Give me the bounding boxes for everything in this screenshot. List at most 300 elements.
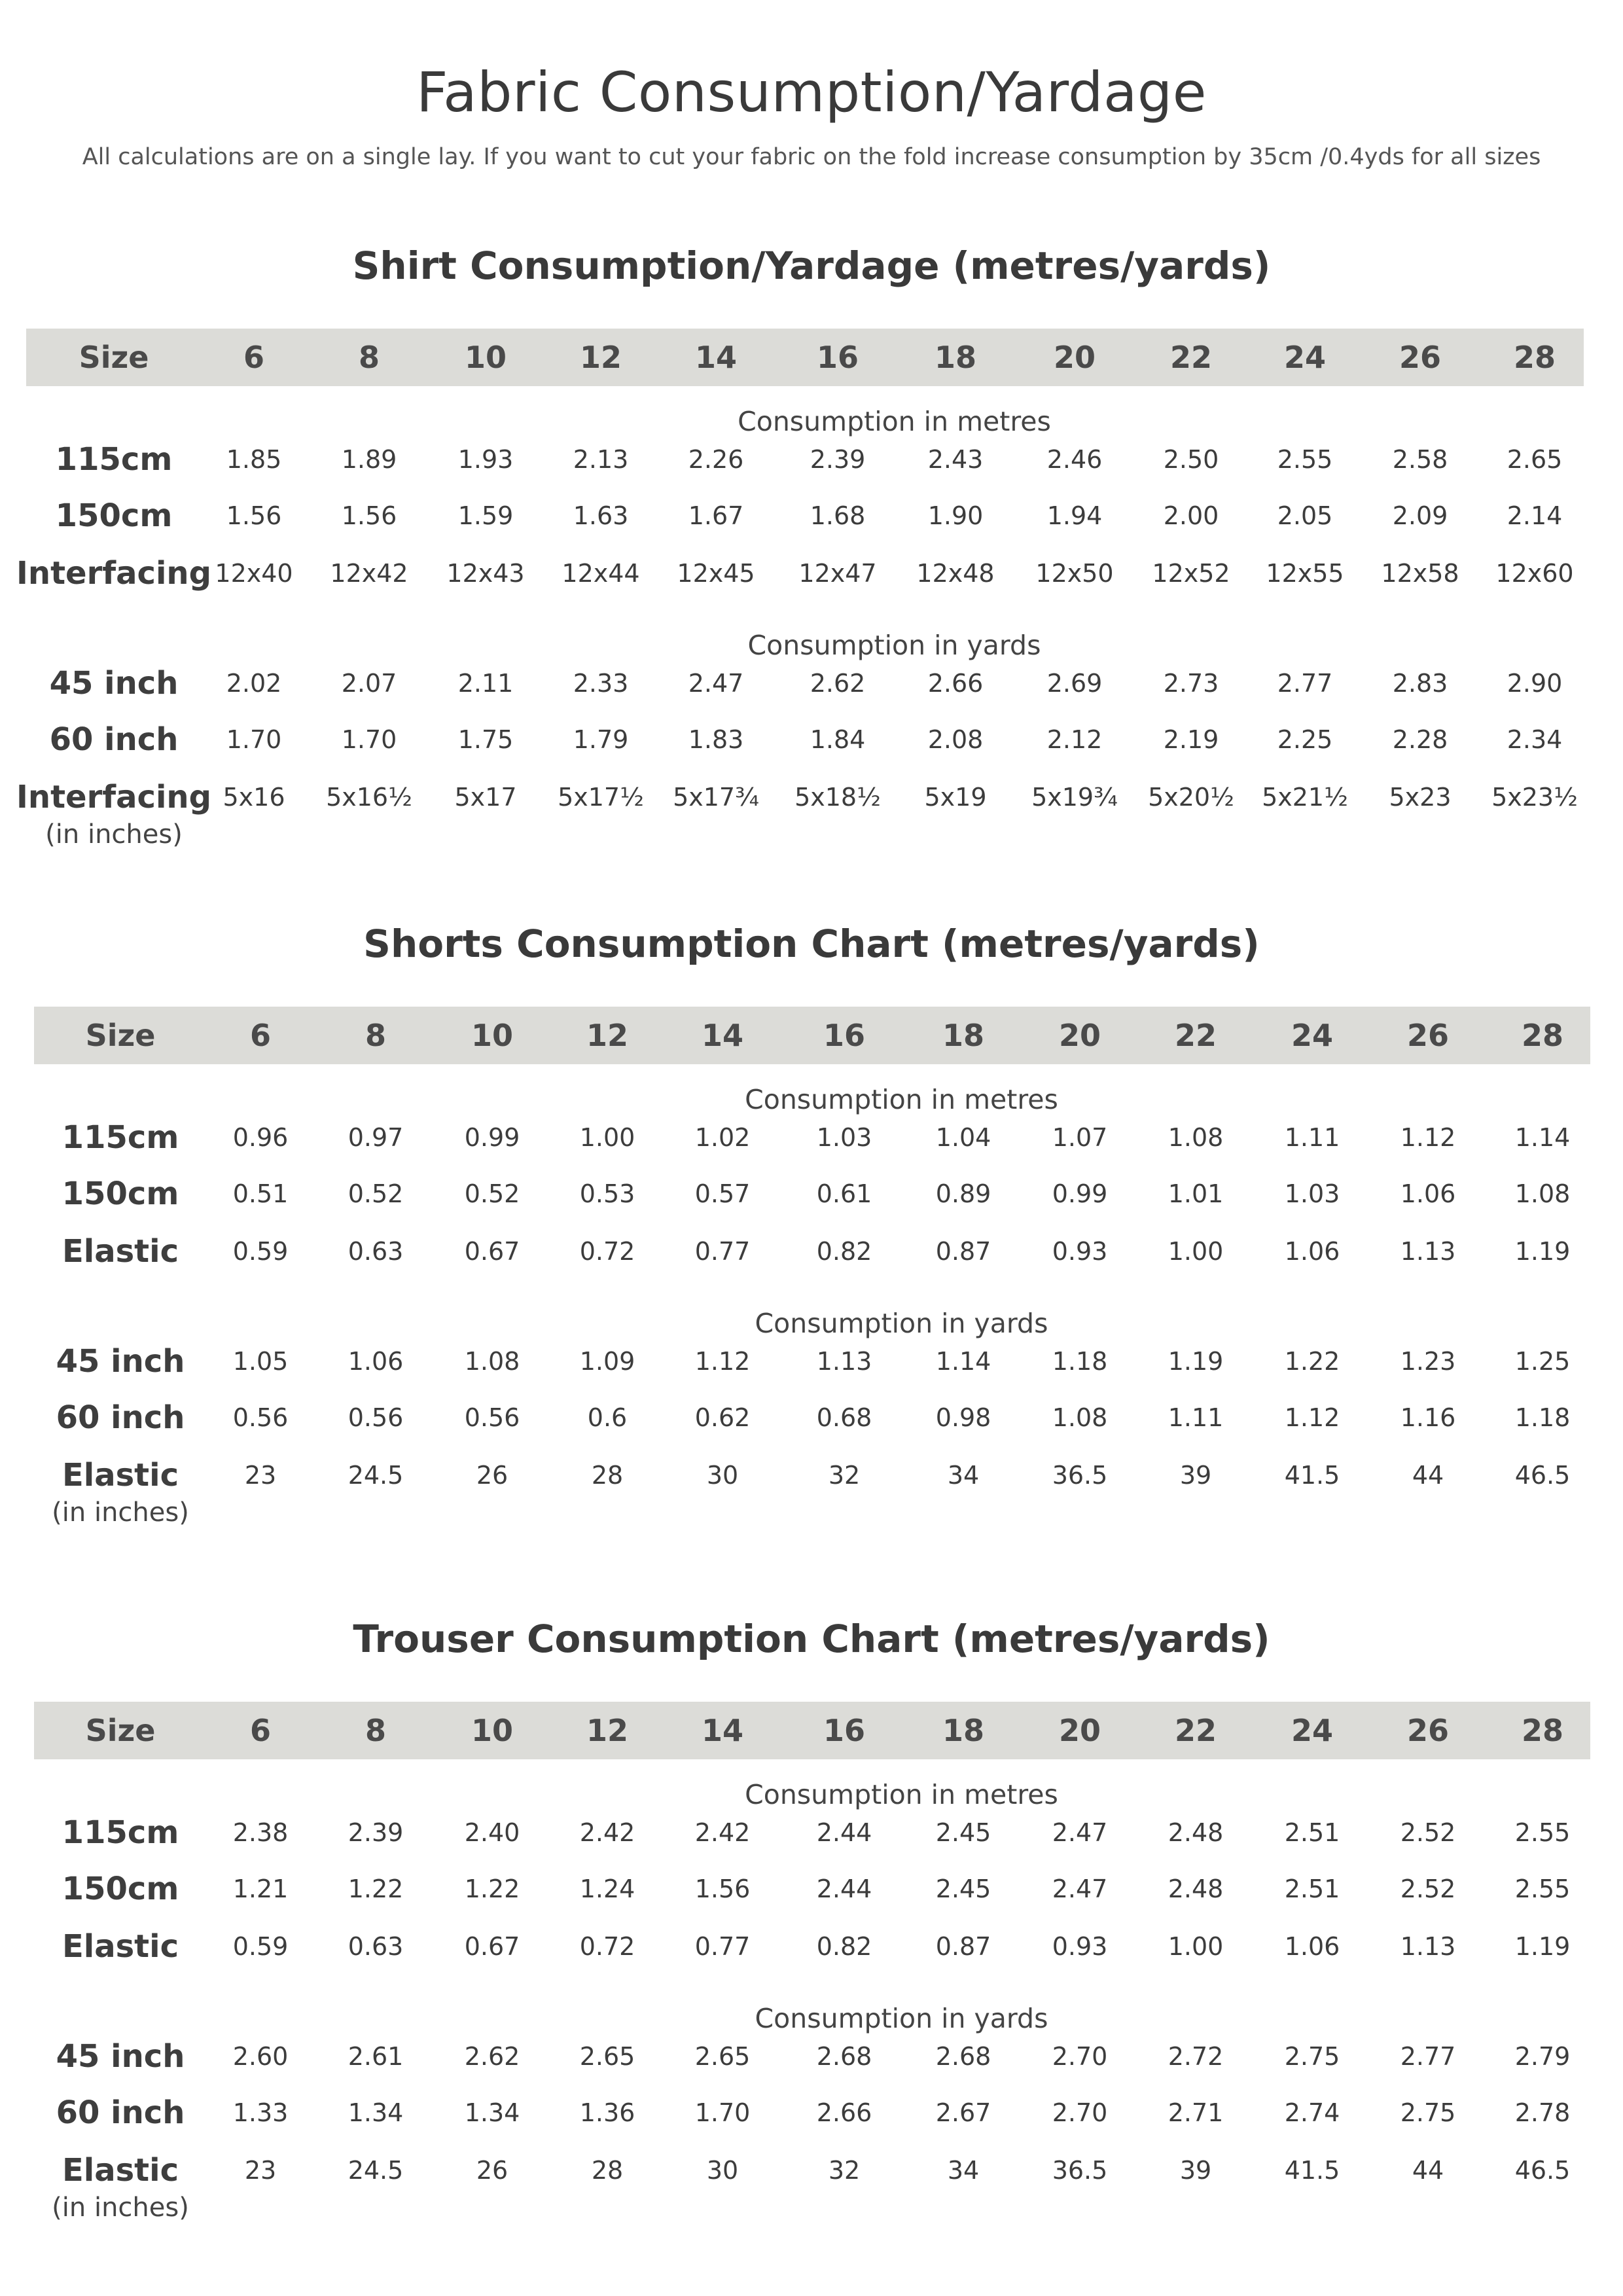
size-header-cell: 24 — [1291, 1018, 1334, 1053]
metres-heading: Consumption in metres — [738, 406, 1051, 437]
table-cell: 2.60 — [232, 2042, 289, 2071]
table-cell: 5x23½ — [1491, 783, 1578, 812]
table-cell: 2.67 — [935, 2098, 991, 2127]
table-cell: 2.43 — [927, 445, 984, 474]
table-cell: 2.55 — [1514, 1874, 1571, 1903]
table-cell: 2.52 — [1400, 1874, 1456, 1903]
table-cell: 1.56 — [226, 501, 282, 530]
section-title-rest: Consumption Chart (metres/yards) — [513, 1617, 1270, 1661]
row-label: 60 inch — [49, 721, 179, 758]
table-cell: 2.34 — [1507, 725, 1563, 754]
section-title-rest: Consumption/Yardage (metres/yards) — [456, 243, 1271, 288]
table-cell: 2.45 — [935, 1818, 991, 1847]
table-cell: 2.77 — [1277, 669, 1333, 698]
size-header-label: Size — [85, 1713, 156, 1748]
table-cell: 5x19¾ — [1031, 783, 1118, 812]
table-cell: 34 — [947, 1461, 980, 1490]
size-header-cell: 6 — [249, 1018, 272, 1053]
table-cell: 34 — [947, 2156, 980, 2185]
table-cell: 1.04 — [935, 1123, 991, 1152]
table-cell: 0.56 — [348, 1403, 404, 1432]
size-header-cell: 18 — [934, 340, 977, 375]
table-cell: 2.61 — [348, 2042, 404, 2071]
table-cell: 2.46 — [1046, 445, 1103, 474]
row-label: 45 inch — [56, 1343, 185, 1380]
table-cell: 1.21 — [232, 1874, 289, 1903]
size-header-cell: 10 — [471, 1018, 514, 1053]
table-cell: 2.39 — [810, 445, 866, 474]
size-header-cell: 28 — [1513, 340, 1556, 375]
table-cell: 5x16 — [223, 783, 285, 812]
table-row — [0, 1119, 1623, 1158]
table-cell: 32 — [828, 1461, 861, 1490]
table-cell: 2.70 — [1052, 2098, 1108, 2127]
table-cell: 2.83 — [1392, 669, 1448, 698]
size-header-cell: 16 — [823, 1018, 866, 1053]
size-header-cell: 20 — [1058, 1018, 1101, 1053]
table-row — [0, 779, 1623, 818]
table-cell: 2.42 — [694, 1818, 751, 1847]
row-label: 115cm — [55, 441, 173, 478]
table-cell: 0.59 — [232, 1237, 289, 1266]
table-cell: 2.65 — [579, 2042, 635, 2071]
table-cell: 1.00 — [579, 1123, 635, 1152]
row-label: 60 inch — [56, 2094, 185, 2131]
section-title-rest: Consumption Chart (metres/yards) — [503, 922, 1260, 966]
table-cell: 0.82 — [816, 1932, 872, 1961]
table-cell: 23 — [244, 1461, 277, 1490]
table-cell: 0.97 — [348, 1123, 404, 1152]
table-cell: 5x21½ — [1262, 783, 1348, 812]
table-cell: 2.75 — [1284, 2042, 1340, 2071]
size-header-cell: 12 — [586, 1713, 629, 1748]
table-cell: 1.08 — [464, 1347, 520, 1376]
table-cell: 0.51 — [232, 1179, 289, 1208]
table-cell: 0.77 — [694, 1932, 751, 1961]
size-header-cell: 10 — [464, 340, 507, 375]
table-cell: 2.47 — [1052, 1874, 1108, 1903]
size-header-cell: 22 — [1174, 1018, 1217, 1053]
table-cell: 2.55 — [1277, 445, 1333, 474]
size-header-row — [26, 329, 1584, 386]
table-cell: 39 — [1179, 2156, 1212, 2185]
row-label: 150cm — [62, 1871, 179, 1907]
table-cell: 2.45 — [935, 1874, 991, 1903]
size-header-label: Size — [79, 340, 149, 375]
table-cell: 2.28 — [1392, 725, 1448, 754]
table-row — [0, 2038, 1623, 2077]
table-cell: 2.02 — [226, 669, 282, 698]
table-cell: 1.85 — [226, 445, 282, 474]
table-cell: 2.75 — [1400, 2098, 1456, 2127]
table-cell: 1.06 — [1284, 1237, 1340, 1266]
size-header-cell: 26 — [1406, 1018, 1450, 1053]
table-cell: 1.08 — [1052, 1403, 1108, 1432]
table-cell: 2.69 — [1046, 669, 1103, 698]
size-header-cell: 24 — [1283, 340, 1327, 375]
table-cell: 2.55 — [1514, 1818, 1571, 1847]
table-cell: 1.93 — [457, 445, 514, 474]
page-subtitle: All calculations are on a single lay. If you want to cut your fabric on the fold increase consumption by 35cm /0.4yds for all sizes — [82, 144, 1541, 170]
table-cell: 2.33 — [573, 669, 629, 698]
table-row — [0, 441, 1623, 480]
size-header-cell: 24 — [1291, 1713, 1334, 1748]
table-cell: 5x17½ — [558, 783, 644, 812]
table-cell: 1.11 — [1284, 1123, 1340, 1152]
table-cell: 0.89 — [935, 1179, 991, 1208]
table-cell: 30 — [706, 1461, 739, 1490]
table-row — [0, 721, 1623, 761]
table-cell: 2.00 — [1163, 501, 1219, 530]
size-header-cell: 14 — [694, 340, 738, 375]
table-cell: 2.65 — [694, 2042, 751, 2071]
table-section — [0, 922, 1623, 1576]
size-header-cell: 10 — [471, 1713, 514, 1748]
table-cell: 0.77 — [694, 1237, 751, 1266]
table-cell: 12x50 — [1035, 559, 1114, 588]
table-cell: 2.78 — [1514, 2098, 1571, 2127]
table-row — [0, 1457, 1623, 1496]
table-cell: 2.40 — [464, 1818, 520, 1847]
row-label: Interfacing — [16, 779, 211, 816]
table-cell: 2.62 — [464, 2042, 520, 2071]
table-cell: 1.12 — [1400, 1123, 1456, 1152]
row-label: 150cm — [62, 1175, 179, 1212]
table-row — [0, 1399, 1623, 1439]
table-cell: 2.66 — [816, 2098, 872, 2127]
table-cell: 1.08 — [1168, 1123, 1224, 1152]
size-header-cell: 16 — [823, 1713, 866, 1748]
table-cell: 0.52 — [464, 1179, 520, 1208]
row-label-note: (in inches) — [45, 819, 183, 850]
table-cell: 2.13 — [573, 445, 629, 474]
table-row — [0, 497, 1623, 537]
table-cell: 1.14 — [935, 1347, 991, 1376]
row-label-note: (in inches) — [52, 2193, 189, 2223]
table-cell: 2.71 — [1168, 2098, 1224, 2127]
section-title — [0, 1617, 1623, 1661]
table-cell: 5x23 — [1389, 783, 1452, 812]
table-row — [0, 1233, 1623, 1272]
table-cell: 2.14 — [1507, 501, 1563, 530]
size-header-cell: 14 — [701, 1018, 744, 1053]
table-cell: 44 — [1412, 1461, 1444, 1490]
table-cell: 1.19 — [1514, 1237, 1571, 1266]
table-cell: 1.12 — [694, 1347, 751, 1376]
size-header-cell: 26 — [1399, 340, 1442, 375]
size-header-cell: 20 — [1058, 1713, 1101, 1748]
size-header-cell: 8 — [365, 1018, 387, 1053]
size-header-row — [34, 1702, 1590, 1759]
table-cell: 0.87 — [935, 1237, 991, 1266]
table-cell: 1.22 — [464, 1874, 520, 1903]
table-cell: 24.5 — [348, 1461, 404, 1490]
table-cell: 12x48 — [916, 559, 995, 588]
table-cell: 2.52 — [1400, 1818, 1456, 1847]
table-cell: 2.09 — [1392, 501, 1448, 530]
row-label: 150cm — [55, 497, 173, 534]
table-cell: 2.48 — [1168, 1818, 1224, 1847]
table-cell: 36.5 — [1052, 1461, 1108, 1490]
section-title — [0, 243, 1623, 288]
row-label: Interfacing — [16, 555, 211, 592]
size-header-cell: 22 — [1169, 340, 1213, 375]
table-cell: 1.22 — [348, 1874, 404, 1903]
table-cell: 0.87 — [935, 1932, 991, 1961]
page-title: Fabric Consumption/Yardage — [416, 60, 1207, 124]
table-cell: 12x43 — [446, 559, 525, 588]
table-row — [0, 555, 1623, 594]
table-cell: 0.53 — [579, 1179, 635, 1208]
table-cell: 2.44 — [816, 1818, 872, 1847]
size-header-cell: 26 — [1406, 1713, 1450, 1748]
table-row — [0, 1871, 1623, 1910]
table-cell: 5x20½ — [1148, 783, 1234, 812]
metres-heading: Consumption in metres — [745, 1779, 1058, 1810]
table-cell: 2.74 — [1284, 2098, 1340, 2127]
row-label: Elastic — [62, 1457, 179, 1494]
table-cell: 0.52 — [348, 1179, 404, 1208]
section-title-bold: Trouser — [353, 1617, 514, 1661]
row-label: 115cm — [62, 1814, 179, 1851]
table-cell: 36.5 — [1052, 2156, 1108, 2185]
table-cell: 1.34 — [348, 2098, 404, 2127]
size-header-cell: 12 — [586, 1018, 629, 1053]
size-header-cell: 8 — [358, 340, 380, 375]
table-cell: 1.36 — [579, 2098, 635, 2127]
size-header-cell: 8 — [365, 1713, 387, 1748]
row-label: Elastic — [62, 2152, 179, 2189]
table-cell: 0.62 — [694, 1403, 751, 1432]
table-cell: 41.5 — [1284, 1461, 1340, 1490]
table-cell: 2.19 — [1163, 725, 1219, 754]
table-cell: 1.56 — [694, 1874, 751, 1903]
table-cell: 30 — [706, 2156, 739, 2185]
size-header-cell: 6 — [249, 1713, 272, 1748]
table-cell: 5x16½ — [326, 783, 412, 812]
table-cell: 2.38 — [232, 1818, 289, 1847]
table-cell: 1.19 — [1514, 1932, 1571, 1961]
row-label-note: (in inches) — [52, 1498, 189, 1528]
size-header-cell: 18 — [942, 1018, 985, 1053]
table-cell: 2.72 — [1168, 2042, 1224, 2071]
table-cell: 5x19 — [924, 783, 987, 812]
table-cell: 1.63 — [573, 501, 629, 530]
table-cell: 1.13 — [1400, 1237, 1456, 1266]
table-cell: 46.5 — [1514, 1461, 1571, 1490]
table-cell: 2.73 — [1163, 669, 1219, 698]
table-cell: 1.11 — [1168, 1403, 1224, 1432]
table-cell: 1.84 — [810, 725, 866, 754]
section-title-bold: Shirt — [352, 243, 457, 288]
table-cell: 23 — [244, 2156, 277, 2185]
table-cell: 44 — [1412, 2156, 1444, 2185]
table-cell: 0.56 — [464, 1403, 520, 1432]
table-cell: 5x17¾ — [673, 783, 759, 812]
table-row — [0, 2094, 1623, 2134]
table-cell: 0.72 — [579, 1237, 635, 1266]
size-header-cell: 14 — [701, 1713, 744, 1748]
section-title — [0, 922, 1623, 966]
yards-heading: Consumption in yards — [755, 2003, 1048, 2034]
table-cell: 2.44 — [816, 1874, 872, 1903]
table-cell: 1.75 — [457, 725, 514, 754]
table-cell: 2.90 — [1507, 669, 1563, 698]
table-cell: 1.00 — [1168, 1237, 1224, 1266]
table-cell: 1.22 — [1284, 1347, 1340, 1376]
table-cell: 1.07 — [1052, 1123, 1108, 1152]
size-header-cell: 16 — [816, 340, 859, 375]
table-cell: 0.6 — [587, 1403, 628, 1432]
table-cell: 0.67 — [464, 1237, 520, 1266]
table-cell: 2.47 — [688, 669, 744, 698]
table-cell: 2.51 — [1284, 1874, 1340, 1903]
table-cell: 5x18½ — [794, 783, 881, 812]
table-cell: 2.48 — [1168, 1874, 1224, 1903]
table-cell: 1.18 — [1514, 1403, 1571, 1432]
table-cell: 0.98 — [935, 1403, 991, 1432]
table-cell: 1.70 — [694, 2098, 751, 2127]
table-cell: 46.5 — [1514, 2156, 1571, 2185]
table-cell: 0.93 — [1052, 1237, 1108, 1266]
table-cell: 2.47 — [1052, 1818, 1108, 1847]
table-section — [0, 243, 1623, 898]
table-cell: 2.50 — [1163, 445, 1219, 474]
table-cell: 2.07 — [341, 669, 397, 698]
table-cell: 2.70 — [1052, 2042, 1108, 2071]
row-label: 115cm — [62, 1119, 179, 1156]
table-cell: 1.08 — [1514, 1179, 1571, 1208]
table-cell: 39 — [1179, 1461, 1212, 1490]
table-cell: 1.18 — [1052, 1347, 1108, 1376]
table-cell: 2.11 — [457, 669, 514, 698]
table-cell: 1.09 — [579, 1347, 635, 1376]
table-cell: 1.56 — [341, 501, 397, 530]
table-row — [0, 1814, 1623, 1854]
table-cell: 0.61 — [816, 1179, 872, 1208]
table-cell: 1.67 — [688, 501, 744, 530]
table-cell: 1.00 — [1168, 1932, 1224, 1961]
table-cell: 1.03 — [816, 1123, 872, 1152]
table-cell: 2.68 — [816, 2042, 872, 2071]
table-cell: 2.12 — [1046, 725, 1103, 754]
table-cell: 2.39 — [348, 1818, 404, 1847]
table-row — [0, 1175, 1623, 1215]
table-cell: 12x47 — [798, 559, 877, 588]
table-cell: 1.06 — [1400, 1179, 1456, 1208]
table-cell: 1.16 — [1400, 1403, 1456, 1432]
table-cell: 1.94 — [1046, 501, 1103, 530]
size-header-cell: 28 — [1521, 1018, 1564, 1053]
table-cell: 12x58 — [1381, 559, 1459, 588]
table-cell: 0.96 — [232, 1123, 289, 1152]
table-cell: 2.25 — [1277, 725, 1333, 754]
table-cell: 41.5 — [1284, 2156, 1340, 2185]
table-cell: 0.68 — [816, 1403, 872, 1432]
table-cell: 1.34 — [464, 2098, 520, 2127]
table-cell: 2.08 — [927, 725, 984, 754]
table-cell: 0.72 — [579, 1932, 635, 1961]
table-cell: 1.70 — [226, 725, 282, 754]
table-cell: 0.59 — [232, 1932, 289, 1961]
table-cell: 1.19 — [1168, 1347, 1224, 1376]
table-cell: 0.63 — [348, 1932, 404, 1961]
table-cell: 2.58 — [1392, 445, 1448, 474]
size-header-cell: 22 — [1174, 1713, 1217, 1748]
table-cell: 1.90 — [927, 501, 984, 530]
row-label: 45 inch — [49, 665, 179, 702]
table-cell: 12x42 — [330, 559, 408, 588]
table-cell: 0.82 — [816, 1237, 872, 1266]
table-cell: 1.79 — [573, 725, 629, 754]
table-cell: 28 — [591, 2156, 624, 2185]
table-cell: 1.02 — [694, 1123, 751, 1152]
table-cell: 2.62 — [810, 669, 866, 698]
table-row — [0, 1343, 1623, 1382]
section-title-bold: Shorts — [363, 922, 503, 966]
table-cell: 12x45 — [677, 559, 755, 588]
table-cell: 1.05 — [232, 1347, 289, 1376]
table-cell: 1.68 — [810, 501, 866, 530]
table-cell: 1.25 — [1514, 1347, 1571, 1376]
size-header-cell: 12 — [579, 340, 622, 375]
table-cell: 1.06 — [348, 1347, 404, 1376]
table-cell: 1.06 — [1284, 1932, 1340, 1961]
table-cell: 5x17 — [454, 783, 517, 812]
size-header-cell: 20 — [1053, 340, 1096, 375]
size-header-cell: 18 — [942, 1713, 985, 1748]
table-cell: 12x52 — [1152, 559, 1230, 588]
table-cell: 2.05 — [1277, 501, 1333, 530]
table-cell: 1.59 — [457, 501, 514, 530]
table-cell: 2.42 — [579, 1818, 635, 1847]
table-cell: 2.77 — [1400, 2042, 1456, 2071]
row-label: Elastic — [62, 1233, 179, 1270]
table-cell: 1.13 — [1400, 1932, 1456, 1961]
table-row — [0, 665, 1623, 704]
yards-heading: Consumption in yards — [747, 630, 1041, 661]
table-cell: 0.57 — [694, 1179, 751, 1208]
table-cell: 2.68 — [935, 2042, 991, 2071]
size-header-label: Size — [85, 1018, 156, 1053]
table-cell: 26 — [476, 2156, 508, 2185]
table-cell: 1.12 — [1284, 1403, 1340, 1432]
size-header-row — [34, 1007, 1590, 1064]
yards-heading: Consumption in yards — [755, 1308, 1048, 1339]
metres-heading: Consumption in metres — [745, 1084, 1058, 1115]
table-cell: 12x40 — [215, 559, 293, 588]
table-cell: 2.79 — [1514, 2042, 1571, 2071]
table-cell: 2.26 — [688, 445, 744, 474]
table-cell: 28 — [591, 1461, 624, 1490]
table-cell: 2.51 — [1284, 1818, 1340, 1847]
table-cell: 12x60 — [1495, 559, 1574, 588]
row-label: 45 inch — [56, 2038, 185, 2075]
table-cell: 1.01 — [1168, 1179, 1224, 1208]
table-cell: 2.65 — [1507, 445, 1563, 474]
table-cell: 0.67 — [464, 1932, 520, 1961]
table-cell: 32 — [828, 2156, 861, 2185]
table-cell: 12x44 — [562, 559, 640, 588]
table-cell: 26 — [476, 1461, 508, 1490]
table-cell: 1.24 — [579, 1874, 635, 1903]
table-cell: 1.03 — [1284, 1179, 1340, 1208]
table-cell: 1.33 — [232, 2098, 289, 2127]
table-cell: 24.5 — [348, 2156, 404, 2185]
table-cell: 0.56 — [232, 1403, 289, 1432]
table-cell: 1.23 — [1400, 1347, 1456, 1376]
table-cell: 1.83 — [688, 725, 744, 754]
